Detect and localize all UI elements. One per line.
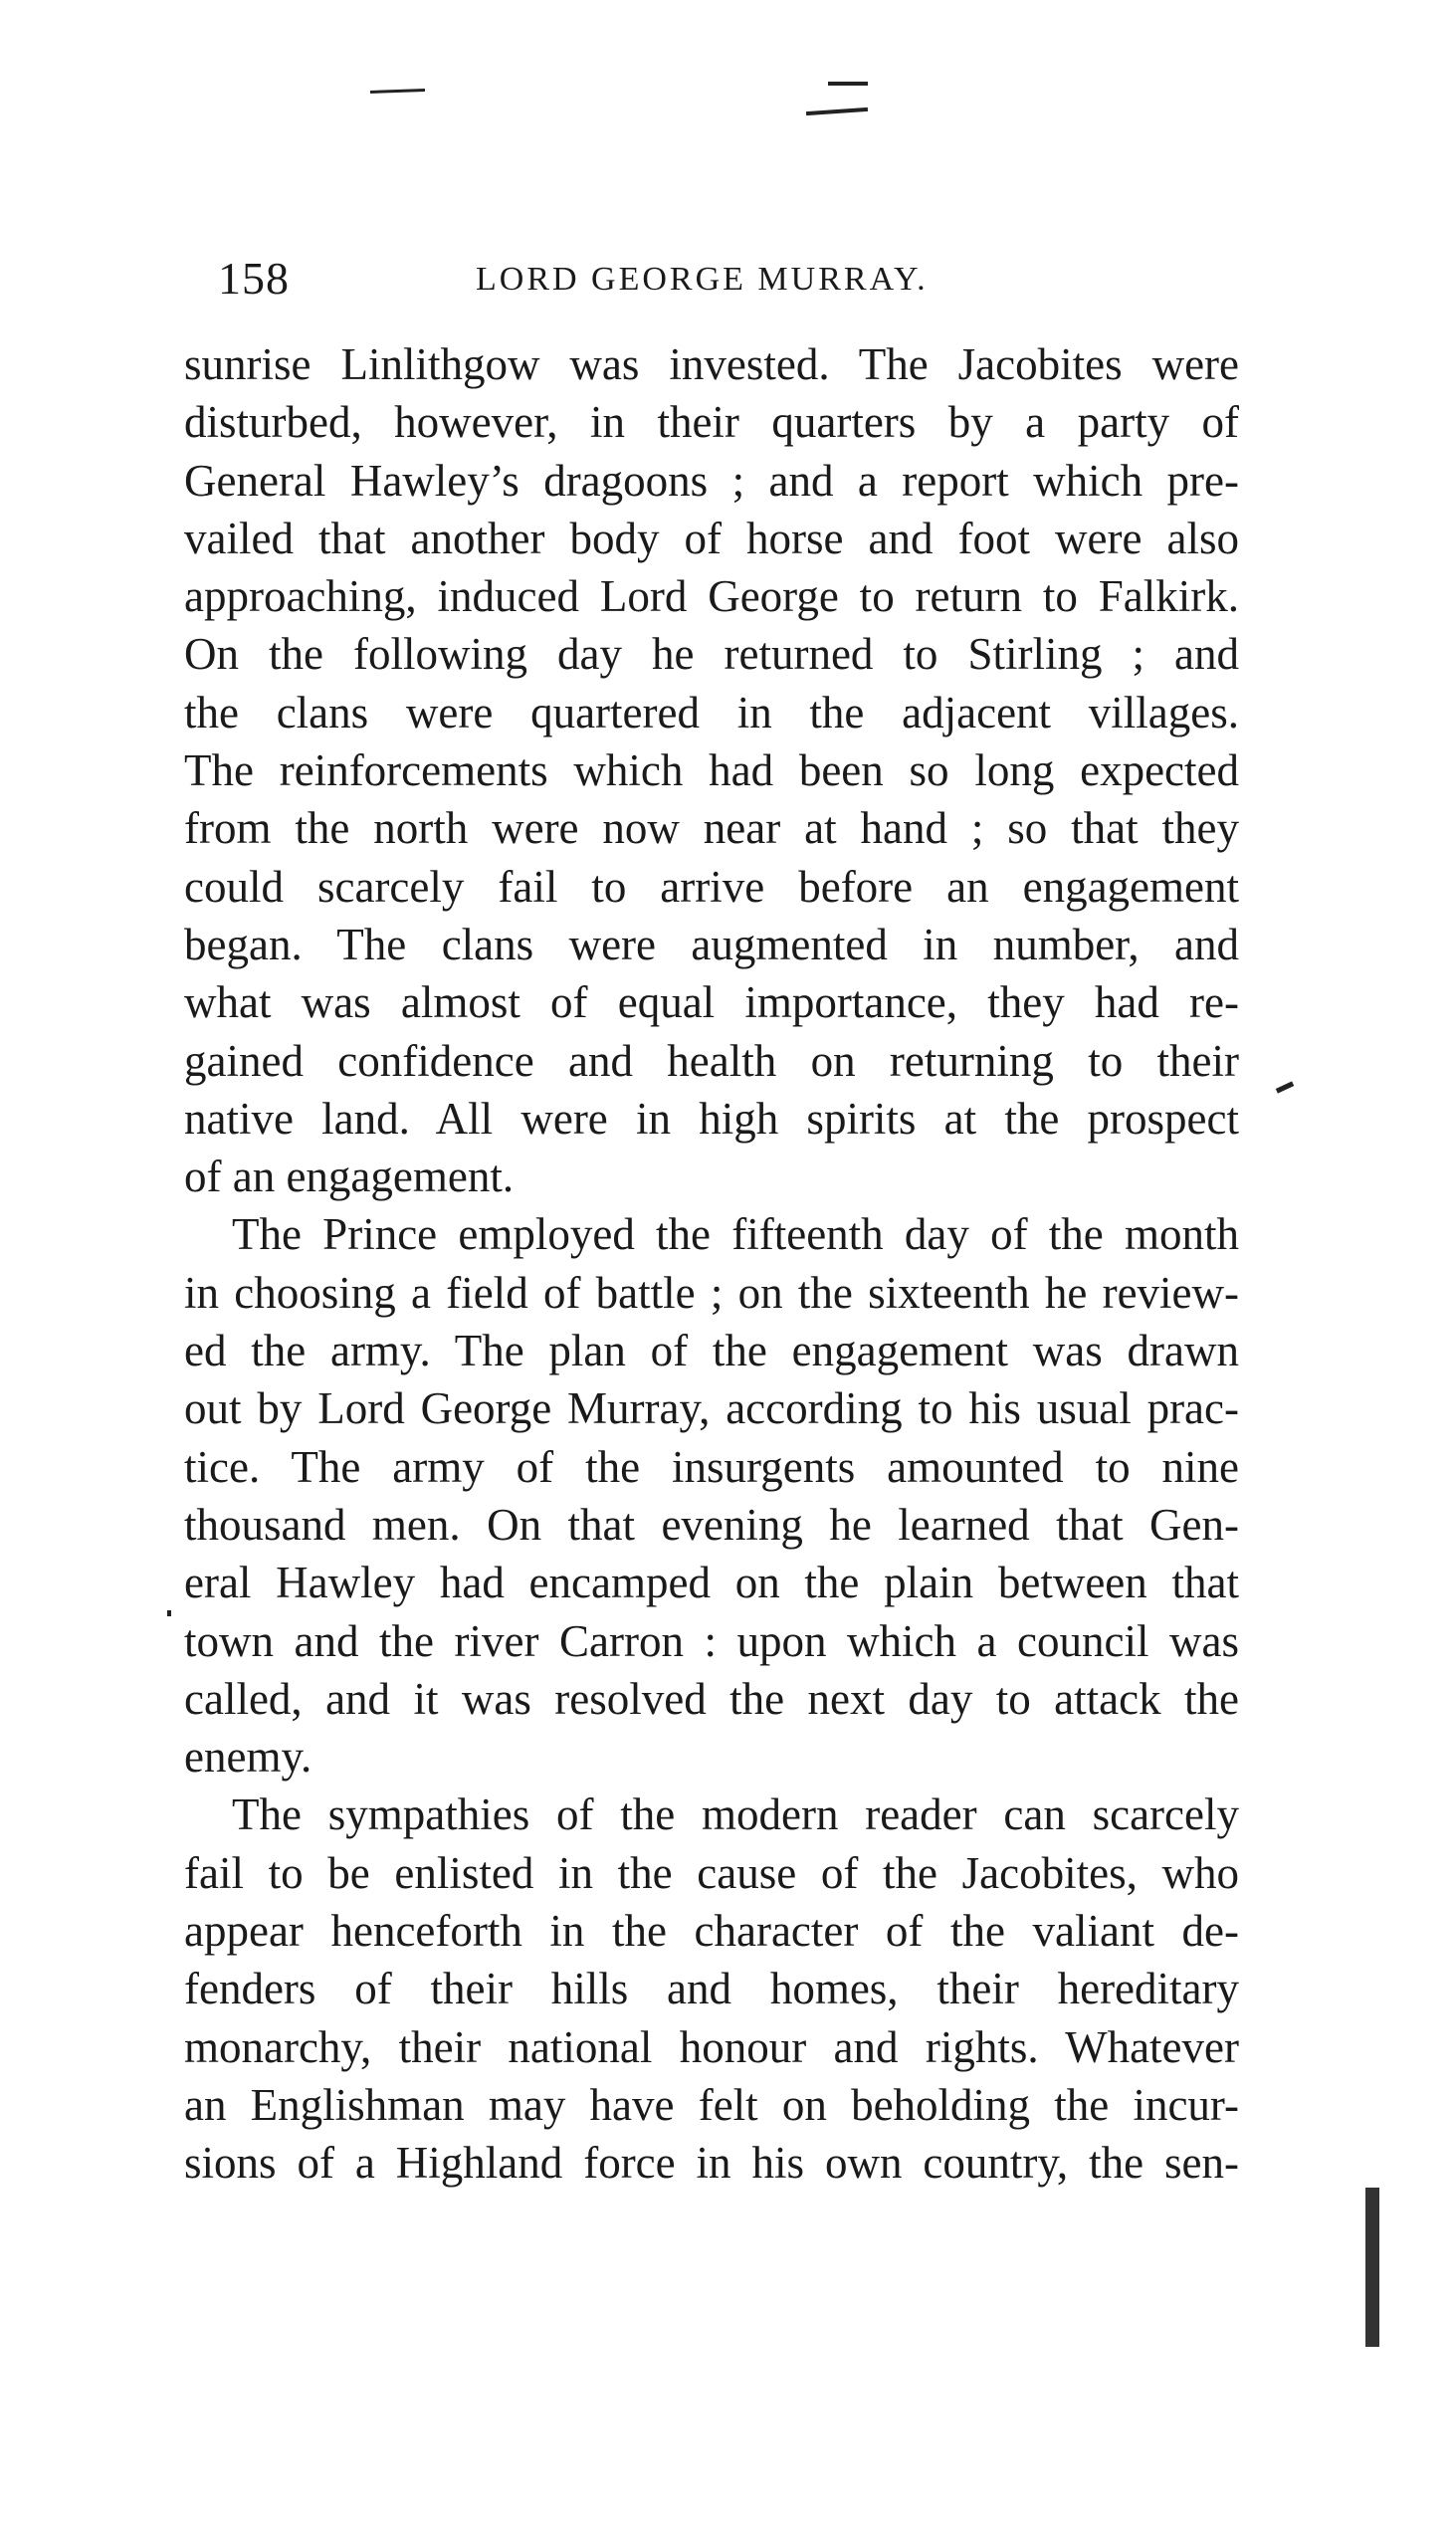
text-line: The sympathies of the modern reader can scarcely xyxy=(232,1789,1239,1840)
text-line: disturbed, however, in their quarters by a party of xyxy=(184,397,1239,448)
text-line: an Englishman may have felt on beholding the incur- xyxy=(184,2079,1239,2130)
text-line: sions of a Highland force in his own country, the sen- xyxy=(184,2138,1239,2189)
paragraph xyxy=(184,335,1239,1205)
text-line: enemy. xyxy=(184,1732,312,1783)
body-text xyxy=(184,335,1239,2193)
text-line: ed the army. The plan of the engagement was drawn xyxy=(184,1326,1239,1376)
text-line: gained confidence and health on returning to their xyxy=(184,1035,1239,1086)
text-line: the clans were quartered in the adjacent villages. xyxy=(184,687,1239,737)
text-line: tice. The army of the insurgents amounted to nine xyxy=(184,1441,1239,1492)
text-line: appear henceforth in the character of the valiant de- xyxy=(184,1906,1239,1957)
text-line: thousand men. On that evening he learned that Gen- xyxy=(184,1499,1239,1550)
text-line: General Hawley’s dragoons ; and a report which pre- xyxy=(184,455,1239,506)
text-line: could scarcely fail to arrive before an engagement xyxy=(184,861,1239,912)
text-line: On the following day he returned to Stirling ; and xyxy=(184,629,1239,680)
print-mark-right-margin xyxy=(1276,1081,1294,1093)
print-mark-top-left xyxy=(370,89,425,94)
text-line: The Prince employed the fifteenth day of the month xyxy=(232,1209,1239,1260)
text-line: eral Hawley had encamped on the plain between that xyxy=(184,1558,1239,1608)
text-line: fenders of their hills and homes, their hereditary xyxy=(184,1964,1239,2014)
page-edge-shadow xyxy=(1365,2188,1379,2347)
running-head: LORD GEORGE MURRAY. xyxy=(476,261,929,298)
text-line: monarchy, their national honour and rights. Whatever xyxy=(184,2021,1239,2072)
text-line: native land. All were in high spirits at the prospect xyxy=(184,1093,1239,1144)
print-mark-top-center-lower xyxy=(806,107,868,115)
print-mark-left-margin xyxy=(167,1610,171,1616)
text-line: in choosing a field of battle ; on the sixteenth he review- xyxy=(184,1267,1239,1318)
text-line: out by Lord George Murray, according to his usual prac- xyxy=(184,1383,1239,1434)
text-line: from the north were now near at hand ; so that they xyxy=(184,803,1239,854)
paragraph xyxy=(184,1786,1239,2192)
text-line: approaching, induced Lord George to return to Falkirk. xyxy=(184,571,1239,622)
text-line: The reinforcements which had been so long expected xyxy=(184,745,1239,796)
paragraph xyxy=(184,1205,1239,1786)
text-line: vailed that another body of horse and foot were also xyxy=(184,513,1239,563)
text-line: what was almost of equal importance, they had re- xyxy=(184,977,1239,1028)
text-line: sunrise Linlithgow was invested. The Jacobites were xyxy=(184,339,1239,389)
text-line: called, and it was resolved the next day to attack the xyxy=(184,1673,1239,1724)
text-line: town and the river Carron : upon which a council was xyxy=(184,1615,1239,1666)
text-line: fail to be enlisted in the cause of the Jacobites, who xyxy=(184,1847,1239,1898)
text-line: began. The clans were augmented in number, and xyxy=(184,919,1239,969)
page-number: 158 xyxy=(218,253,290,304)
print-mark-top-center xyxy=(828,82,868,86)
text-line: of an engagement. xyxy=(184,1152,515,1202)
